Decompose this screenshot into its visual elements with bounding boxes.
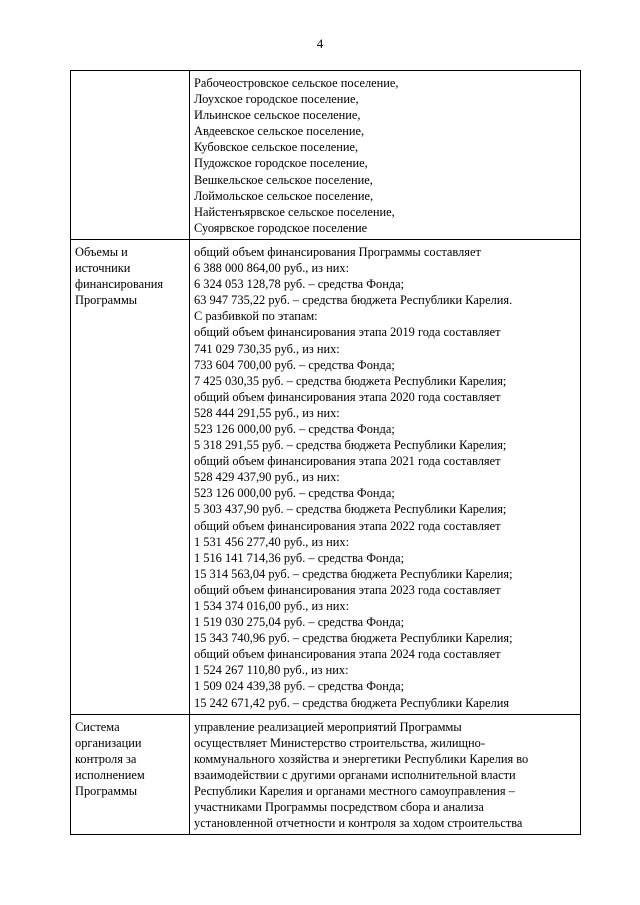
- text-line: управление реализацией мероприятий Программы: [194, 719, 462, 734]
- label-line: финансирования: [75, 277, 164, 292]
- text-line: Кубовское сельское поселение,: [194, 140, 359, 155]
- label-line: исполнением: [75, 767, 145, 782]
- text-line: Пудожское городское поселение,: [194, 156, 368, 171]
- table-row-control-system: [71, 714, 581, 835]
- row-content-settlements: [190, 71, 581, 240]
- text-line: Лоухское городское поселение,: [194, 92, 359, 107]
- label-line: Объемы и: [75, 244, 128, 259]
- text-line: 15 343 740,96 руб. – средства бюджета Республики Карелия;: [194, 631, 513, 646]
- text-line: Вешкельское сельское поселение,: [194, 172, 373, 187]
- text-line: общий объем финансирования этапа 2023 года составляет: [194, 582, 501, 597]
- text-line: Ильинское сельское поселение,: [194, 108, 361, 123]
- text-line: коммунального хозяйства и энергетики Республики Карелия во: [194, 751, 529, 766]
- text-line: осуществляет Министерство строительства, жилищно-: [194, 735, 486, 750]
- row-label-control-system: [71, 714, 190, 835]
- text-line: 5 318 291,55 руб. – средства бюджета Республики Карелия;: [194, 438, 507, 453]
- text-line: общий объем финансирования этапа 2021 года составляет: [194, 454, 501, 469]
- text-line: 741 029 730,35 руб., из них:: [194, 341, 340, 356]
- text-line: 1 519 030 275,04 руб. – средства Фонда;: [194, 615, 405, 630]
- text-line: Рабочеостровское сельское поселение,: [194, 76, 399, 90]
- label-line: контроля за: [75, 751, 137, 766]
- text-line: Лоймольское сельское поселение,: [194, 188, 374, 203]
- text-line: 1 534 374 016,00 руб., из них:: [194, 599, 350, 613]
- text-line: 6 324 053 128,78 руб. – средства Фонда;: [194, 277, 405, 292]
- row-label-funding: [71, 239, 190, 714]
- label-line: источники: [75, 261, 131, 276]
- text-line: 733 604 700,00 руб. – средства Фонда;: [194, 357, 395, 372]
- text-line: 523 126 000,00 руб. – средства Фонда;: [194, 486, 395, 501]
- text-line: общий объем финансирования этапа 2022 года составляет: [194, 518, 501, 533]
- text-line: 528 444 291,55 руб., из них:: [194, 405, 340, 420]
- row-label-settlements: [71, 71, 190, 240]
- text-line: Республики Карелия и органами местного самоуправления –: [194, 784, 515, 799]
- text-line: общий объем финансирования этапа 2019 года составляет: [194, 325, 501, 340]
- text-line: общий объем финансирования Программы составляет: [194, 244, 481, 259]
- text-line: С разбивкой по этапам:: [194, 309, 318, 324]
- text-line: 5 303 437,90 руб. – средства бюджета Республики Карелия;: [194, 502, 507, 517]
- text-line: взаимодействии с другими органами исполнительной власти: [194, 767, 516, 782]
- table-row-settlements: [71, 71, 581, 240]
- text-line: 528 429 437,90 руб., из них:: [194, 470, 340, 485]
- text-line: Найстенъярвское сельское поселение,: [194, 204, 395, 219]
- text-line: 15 314 563,04 руб. – средства бюджета Республики Карелия;: [194, 566, 513, 581]
- text-line: 523 126 000,00 руб. – средства Фонда;: [194, 421, 395, 436]
- text-line: Авдеевское сельское поселение,: [194, 124, 365, 139]
- text-line: 1 516 141 714,36 руб. – средства Фонда;: [194, 550, 405, 565]
- text-line: 1 524 267 110,80 руб., из них:: [194, 663, 349, 678]
- label-line: организации: [75, 735, 142, 750]
- table-row-funding: [71, 239, 581, 714]
- label-line: Программы: [75, 293, 138, 308]
- text-line: установленной отчетности и контроля за ходом строительства: [194, 816, 523, 831]
- text-line: 15 242 671,42 руб. – средства бюджета Республики Карелия: [194, 695, 510, 710]
- row-content-funding: [190, 239, 581, 714]
- text-line: 1 531 456 277,40 руб., из них:: [194, 534, 350, 549]
- label-line: Программы: [75, 784, 138, 799]
- text-line: Суоярвское городское поселение: [194, 220, 368, 235]
- text-line: 7 425 030,35 руб. – средства бюджета Республики Карелия;: [194, 373, 507, 388]
- program-passport-table: [70, 70, 581, 835]
- text-line: общий объем финансирования этапа 2020 года составляет: [194, 389, 501, 404]
- page-number: 4: [316, 36, 324, 51]
- label-line: Система: [75, 719, 120, 734]
- text-line: 1 509 024 439,38 руб. – средства Фонда;: [194, 679, 405, 694]
- text-line: 63 947 735,22 руб. – средства бюджета Республики Карелия.: [194, 293, 513, 308]
- text-line: участниками Программы посредством сбора и анализа: [194, 800, 484, 815]
- text-line: общий объем финансирования этапа 2024 года составляет: [194, 647, 501, 662]
- row-content-control-system: [190, 714, 581, 835]
- text-line: 6 388 000 864,00 руб., из них:: [194, 261, 350, 276]
